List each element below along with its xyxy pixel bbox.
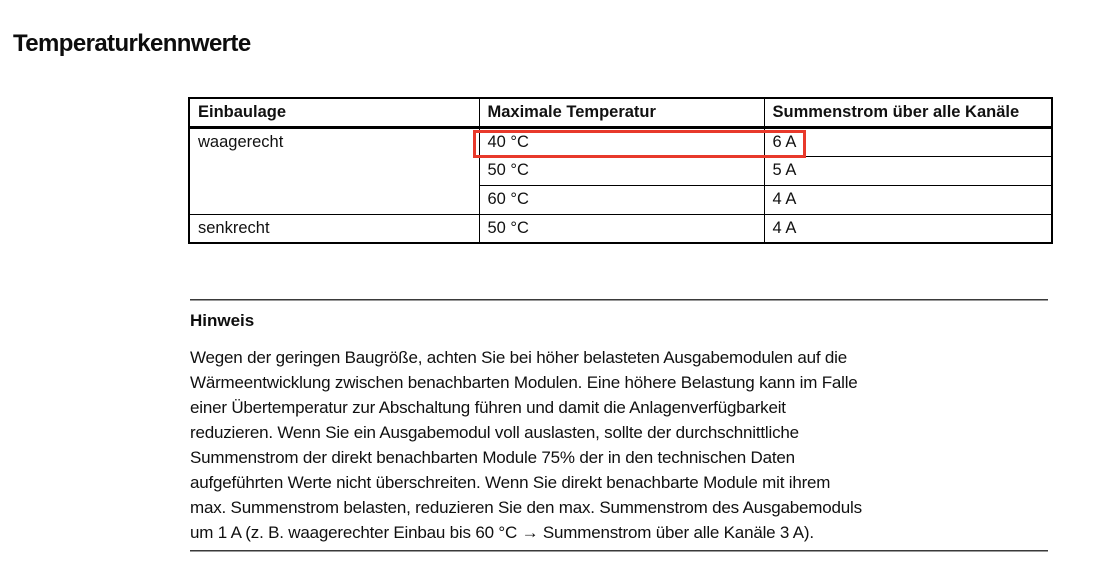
cell-summenstrom: 6 A — [764, 127, 1052, 156]
note-rule-bottom — [190, 550, 1048, 552]
header-einbaulage: Einbaulage — [189, 98, 479, 127]
note-heading: Hinweis — [190, 311, 255, 330]
note-line: Wegen der geringen Baugröße, achten Sie bei höher belasteten Ausgabemodulen auf die — [190, 348, 847, 367]
table-row — [189, 127, 1052, 156]
temperature-table — [188, 97, 1053, 244]
header-maximale-temperatur: Maximale Temperatur — [479, 98, 764, 127]
cell-summenstrom: 5 A — [764, 156, 1052, 185]
note-line: max. Summenstrom belasten, reduzieren Sie den max. Summenstrom des Ausgabemoduls — [190, 498, 862, 517]
header-summenstrom: Summenstrom über alle Kanäle — [764, 98, 1052, 127]
cell-einbaulage: waagerecht — [189, 127, 479, 214]
note-line: aufgeführten Werte nicht überschreiten. Wenn Sie direkt benachbarte Module mit ihrem — [190, 473, 831, 492]
cell-summenstrom: 4 A — [764, 214, 1052, 243]
cell-temperatur: 50 °C — [479, 214, 764, 243]
table-header-row — [189, 98, 1052, 127]
cell-temperatur: 60 °C — [479, 185, 764, 214]
table-row — [189, 214, 1052, 243]
cell-einbaulage: senkrecht — [189, 214, 479, 243]
note-line: einer Übertemperatur zur Abschaltung führen und damit die Anlagenverfügbarkeit — [190, 398, 786, 417]
note-line: um 1 A (z. B. waagerechter Einbau bis 60 °C → Summenstrom über alle Kanäle 3 A). — [190, 523, 814, 542]
cell-temperatur: 40 °C — [479, 127, 764, 156]
note-line: Wärmeentwicklung zwischen benachbarten Modulen. Eine höhere Belastung kann im Falle — [190, 373, 858, 392]
cell-summenstrom: 4 A — [764, 185, 1052, 214]
table-body — [189, 127, 1052, 243]
note-rule-top — [190, 299, 1048, 301]
page-title: Temperaturkennwerte — [13, 30, 251, 57]
note-line: reduzieren. Wenn Sie ein Ausgabemodul voll auslasten, sollte der durchschnittliche — [190, 423, 799, 442]
note-body — [190, 345, 1060, 545]
cell-temperatur: 50 °C — [479, 156, 764, 185]
note-line: Summenstrom der direkt benachbarten Module 75% der in den technischen Daten — [190, 448, 795, 467]
